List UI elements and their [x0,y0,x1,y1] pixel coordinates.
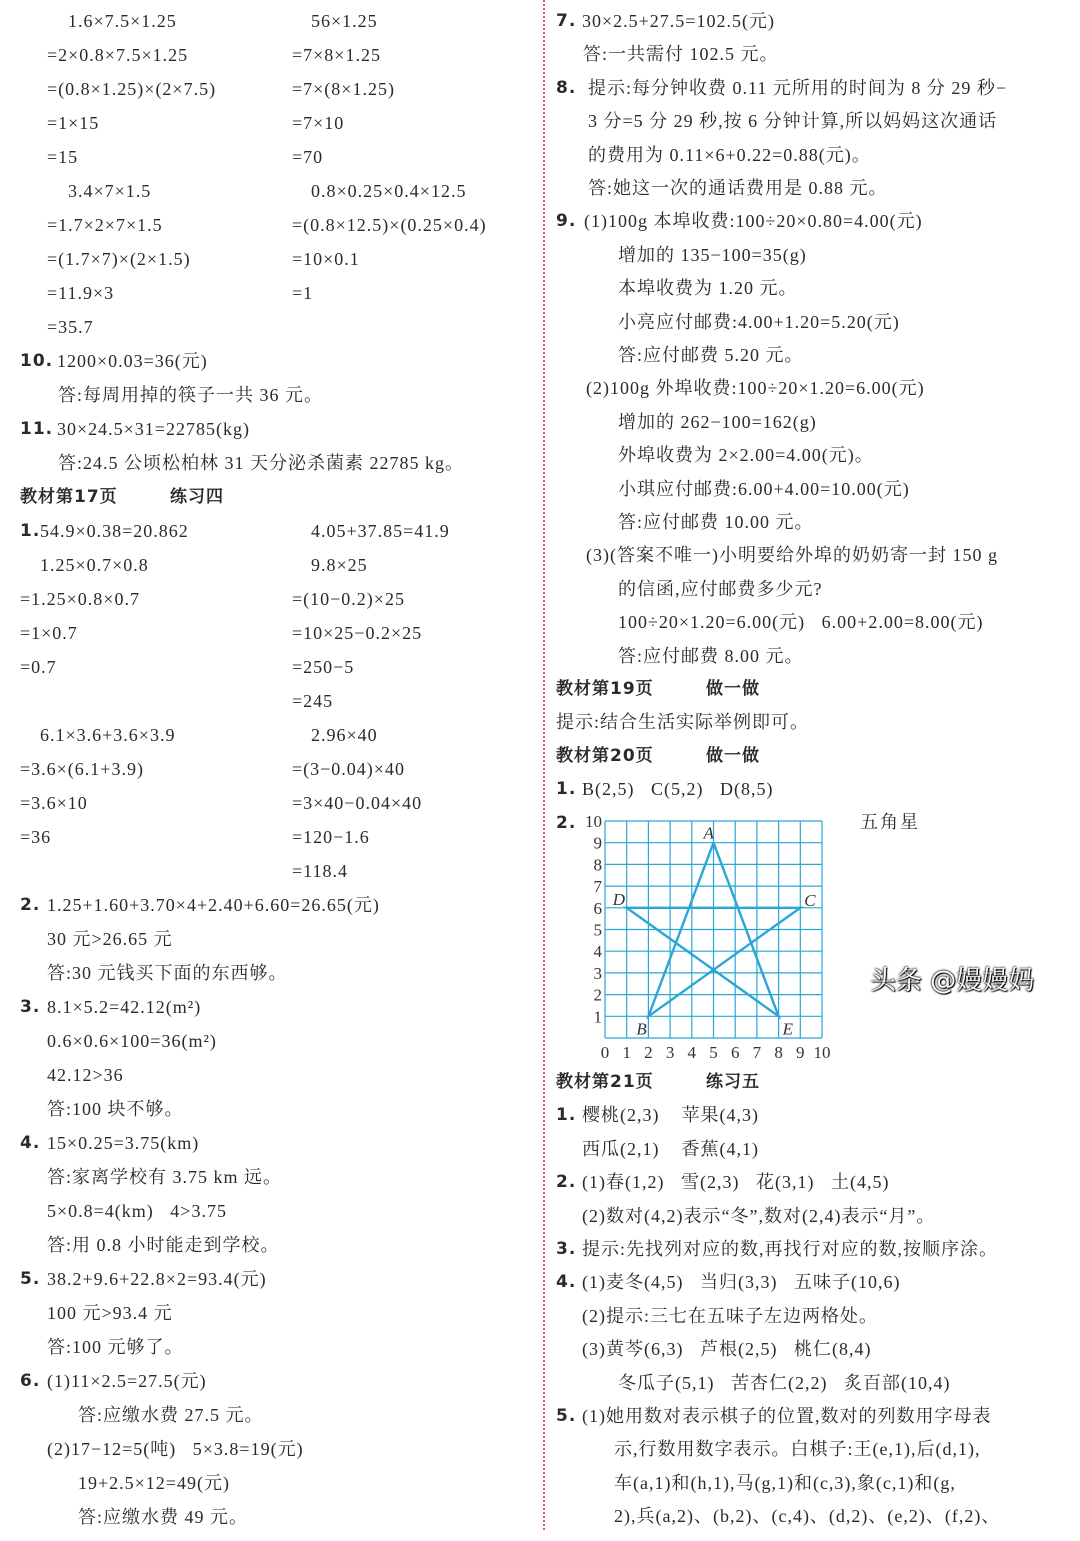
point-label-C: C [804,890,816,910]
question-number: 3. [20,997,41,1017]
y-tick-label: 5 [593,920,602,940]
watermark: 头条 @嫚嫚妈 [870,966,1035,996]
answer-text: 答:24.5 公顷松柏林 31 天分泌杀菌素 22785 kg。 [58,453,464,473]
question-number: 11. [20,419,54,439]
answer-text: (1)100g 本埠收费:100÷20×0.80=4.00(元) [584,211,923,232]
answer-text: (3)黄芩(6,3) 芦根(2,5) 桃仁(8,4) [582,1339,872,1360]
question-number: 7. [556,11,577,31]
question-number: 9. [556,211,577,232]
answer-text: (3)(答案不唯一)小明要给外埠的奶奶寄一封 150 g [586,545,998,566]
answer-text: 答:30 元钱买下面的东西够。 [47,963,288,983]
x-tick-label: 9 [796,1043,805,1062]
column-divider [543,0,545,1530]
answer-text: 30×2.5+27.5=102.5(元) [582,11,775,31]
question-number: 1. [556,779,577,800]
question-number: 4. [20,1133,41,1153]
x-tick-label: 8 [774,1043,783,1062]
answer-text: 增加的 262−100=162(g) [618,411,817,432]
answer-text: 38.2+9.6+22.8×2=93.4(元) [47,1269,267,1289]
question-number: 2. [556,1172,577,1193]
answer-text-col2: =7×10 [292,113,345,133]
answer-text-col2: =10×0.1 [292,249,360,269]
question-number: 2. [20,895,41,915]
answer-text-col2: =7×(8×1.25) [292,79,395,99]
section-page: 教材第21页 [556,1072,654,1092]
answer-text-col2: =10×25−0.2×25 [292,623,423,643]
answer-text: 答:应付邮费 10.00 元。 [618,512,814,532]
point-label-D: D [612,889,625,909]
answer-text-col2: 0.8×0.25×0.4×12.5 [311,181,467,201]
answer-text: 5×0.8=4(km) 4>3.75 [47,1201,227,1221]
answer-text: (2)17−12=5(吨) 5×3.8=19(元) [47,1439,304,1459]
x-tick-label: 5 [709,1043,718,1062]
answer-text-col2: =(0.8×12.5)×(0.25×0.4) [292,215,487,235]
section-title: 做一做 [706,679,760,699]
answer-text: 答:100 块不够。 [47,1099,184,1119]
answer-text-col2: =120−1.6 [292,827,370,847]
answer-text: 车(a,1)和(h,1),马(g,1)和(c,3),象(c,1)和(g, [614,1472,956,1493]
answer-text: 冬瓜子(5,1) 苦杏仁(2,2) 炙百部(10,4) [618,1372,951,1393]
answer-text-col2: =245 [292,691,334,711]
answer-text: (2)提示:三七在五味子左边两格处。 [582,1305,878,1326]
answer-text: 示,行数用数字表示。白棋子:王(e,1),后(d,1), [614,1439,981,1460]
question-number: 10. [20,351,54,371]
answer-text: 1.25×0.7×0.8 [40,555,149,575]
answer-text: 提示:每分钟收费 0.11 元所用的时间为 8 分 29 秒− [588,77,1007,98]
answer-text: =3.6×10 [20,793,88,813]
section-page: 教材第20页 [556,745,654,766]
answer-text-col2: 56×1.25 [311,11,378,31]
answer-text: =1×15 [47,113,100,133]
answer-text: 的费用为 0.11×6+0.22=0.88(元)。 [588,144,871,165]
answer-text: 1200×0.03=36(元) [57,351,208,371]
answer-text: 30×24.5×31=22785(kg) [57,419,250,439]
answer-text: 西瓜(2,1) 香蕉(4,1) [582,1138,759,1159]
question-number: 8. [556,77,577,98]
answer-text: 小琪应付邮费:6.00+4.00=10.00(元) [618,478,910,499]
answer-text: 3.4×7×1.5 [68,181,152,201]
answer-text: =(0.8×1.25)×(2×7.5) [47,79,217,99]
answer-text: (1)11×2.5=27.5(元) [47,1371,207,1391]
answer-text: 8.1×5.2=42.12(m²) [47,997,202,1017]
answer-text: 1.6×7.5×1.25 [68,11,177,31]
answer-text: 答:她这一次的通话费用是 0.88 元。 [588,178,888,198]
answer-text: =1×0.7 [20,623,78,643]
section-title: 做一做 [706,745,760,766]
y-tick-label: 6 [593,898,602,918]
point-label-A: A [703,823,714,843]
y-tick-label: 1 [593,1007,602,1027]
x-tick-label: 2 [644,1043,653,1062]
answer-text-col2: =250−5 [292,657,355,677]
answer-text: =(1.7×7)×(2×1.5) [47,249,191,269]
y-tick-label: 7 [593,877,602,897]
x-tick-label: 3 [665,1043,675,1062]
question-number: 5. [556,1406,577,1426]
answer-text: 小亮应付邮费:4.00+1.20=5.20(元) [618,311,900,332]
answer-text: 答:每周用掉的筷子一共 36 元。 [58,385,323,405]
answer-text: 0.6×0.6×100=36(m²) [47,1031,217,1051]
point-label-E: E [782,1019,793,1039]
answer-text: 答:家离学校有 3.75 km 远。 [47,1167,283,1187]
answer-text-col2: 4.05+37.85=41.9 [311,521,450,541]
y-tick-label: 3 [593,963,602,983]
answer-text: 外埠收费为 2×2.00=4.00(元)。 [618,445,874,466]
y-tick-label: 8 [593,855,602,875]
answer-text: 6.1×3.6+3.6×3.9 [40,725,176,745]
answer-text: =11.9×3 [47,283,115,303]
answer-text: 15×0.25=3.75(km) [47,1133,200,1153]
answer-text-col2: =3×40−0.04×40 [292,793,423,813]
answer-text: 答:100 元够了。 [47,1337,184,1357]
section-page: 教材第17页 [20,487,118,507]
section-title: 练习五 [706,1072,760,1092]
answer-text: 1.25+1.60+3.70×4+2.40+6.60=26.65(元) [47,895,380,915]
answer-text: =36 [20,827,52,847]
answer-text: =1.7×2×7×1.5 [47,215,163,235]
answer-text: 答:应缴水费 49 元。 [78,1507,249,1527]
answer-text: (1)春(1,2) 雪(2,3) 花(3,1) 土(4,5) [582,1172,890,1193]
y-tick-label: 2 [593,985,602,1005]
question-number: 4. [556,1272,577,1293]
answer-text-col2: =7×8×1.25 [292,45,381,65]
answer-text: =2×0.8×7.5×1.25 [47,45,189,65]
y-tick-label: 10 [585,812,602,831]
y-tick-label: 9 [593,833,602,853]
answer-text: (2)100g 外埠收费:100÷20×1.20=6.00(元) [586,378,925,399]
question-number: 2. [556,812,577,833]
answer-text-col2: 9.8×25 [311,555,368,575]
answer-text: =15 [47,147,79,167]
answer-text: 答:一共需付 102.5 元。 [583,44,779,65]
question-number: 1. [556,1105,577,1126]
answer-text-col2: =70 [292,147,324,167]
question-number: 3. [556,1239,577,1259]
question-number: 6. [20,1371,41,1391]
answer-text: =3.6×(6.1+3.9) [20,759,144,779]
answer-text: 的信函,应付邮费多少元? [618,578,823,599]
answer-text: (1)麦冬(4,5) 当归(3,3) 五味子(10,6) [582,1272,901,1293]
x-tick-label: 0 [600,1043,610,1062]
x-tick-label: 7 [752,1043,762,1062]
star-label: 五角星 [860,812,920,832]
answer-text-col2: =(3−0.04)×40 [292,759,405,779]
coordinate-grid-chart [575,806,845,1066]
answer-text: 提示:先找列对应的数,再找行对应的数,按顺序涂。 [582,1239,998,1259]
answer-text: 19+2.5×12=49(元) [78,1473,230,1493]
answer-text: 答:用 0.8 小时能走到学校。 [47,1235,280,1255]
answer-text: 30 元>26.65 元 [47,929,173,949]
answer-text: 本埠收费为 1.20 元。 [618,278,798,299]
x-tick-label: 4 [687,1043,697,1062]
answer-text: 增加的 135−100=35(g) [618,244,807,265]
answer-text: 3 分=5 分 29 秒,按 6 分钟计算,所以妈妈这次通话 [588,111,998,132]
point-label-B: B [636,1019,647,1039]
answer-text: 100 元>93.4 元 [47,1303,173,1323]
answer-text: 答:应付邮费 5.20 元。 [618,345,804,365]
answer-text: (1)她用数对表示棋子的位置,数对的列数用字母表 [582,1406,992,1426]
answer-text: B(2,5) C(5,2) D(8,5) [582,779,774,800]
answer-text-col2: =(10−0.2)×25 [292,589,405,609]
answer-text: (2)数对(4,2)表示“冬”,数对(2,4)表示“月”。 [582,1205,936,1226]
answer-text: 100÷20×1.20=6.00(元) 6.00+2.00=8.00(元) [618,612,984,633]
section-title: 练习四 [170,487,224,507]
section-page: 教材第19页 [556,679,654,699]
y-tick-label: 4 [593,942,602,962]
answer-text-col2: 2.96×40 [311,725,378,745]
x-tick-label: 10 [813,1043,831,1062]
answer-text: 提示:结合生活实际举例即可。 [556,712,809,733]
answer-text-col2: =118.4 [292,861,348,881]
answer-text: =1.25×0.8×0.7 [20,589,140,609]
question-number: 5. [20,1269,41,1289]
answer-text-col2: =1 [292,283,314,303]
question-number: 1. [20,521,41,541]
answer-text: 2),兵(a,2)、(b,2)、(c,4)、(d,2)、(e,2)、(f,2)、 [614,1506,1001,1527]
answer-text: 答:应付邮费 8.00 元。 [618,645,804,666]
x-tick-label: 6 [730,1043,740,1062]
answer-text: 42.12>36 [47,1065,124,1085]
answer-text: 樱桃(2,3) 苹果(4,3) [582,1105,759,1126]
x-tick-label: 1 [622,1043,631,1062]
answer-text: =0.7 [20,657,57,677]
answer-text: =35.7 [47,317,94,337]
answer-text: 答:应缴水费 27.5 元。 [78,1405,264,1425]
answer-text: 54.9×0.38=20.862 [40,521,189,541]
